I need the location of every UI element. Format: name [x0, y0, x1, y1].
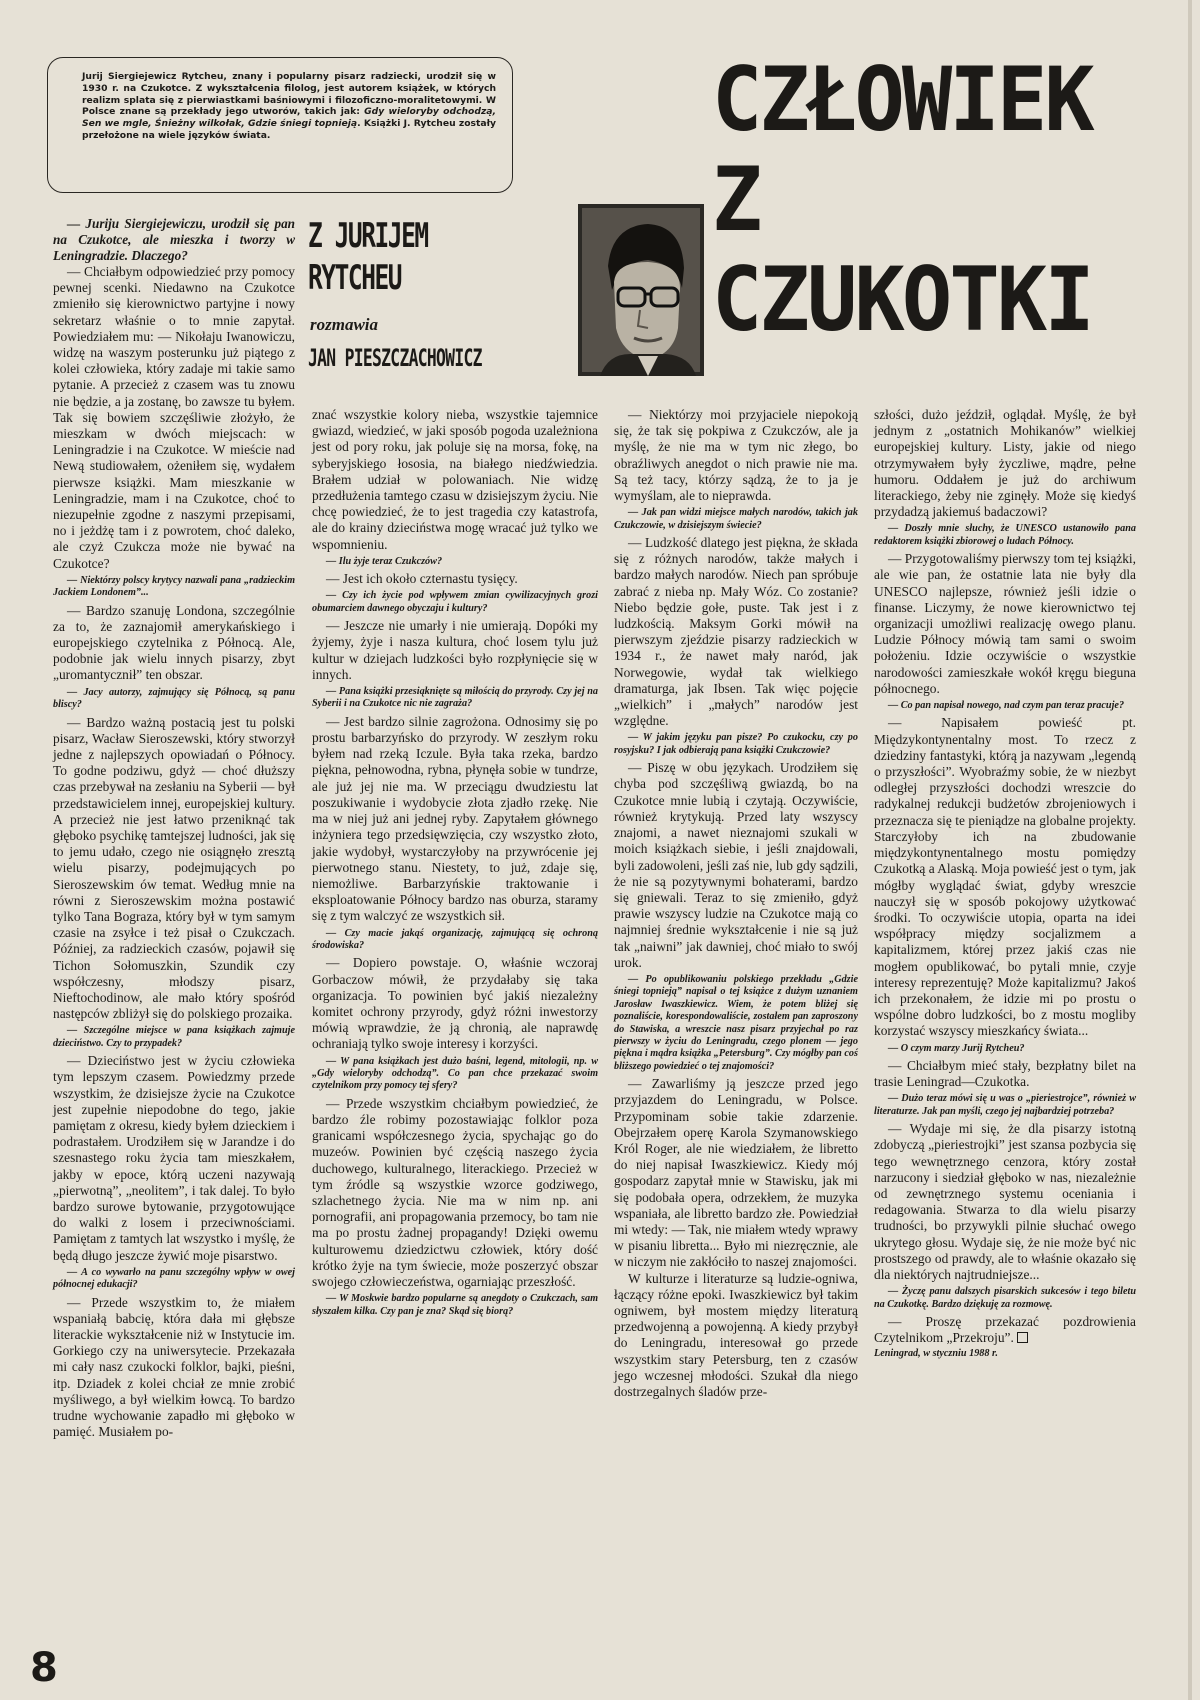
question-paragraph: — Życzę panu dalszych pisarskich sukcesów i tego biletu na Czukotkę. Bardzo dziękuję za rozmowę.	[874, 1286, 1136, 1310]
headline-line-1: CZŁOWIEK	[712, 48, 1092, 151]
answer-paragraph: — Proszę przekazać pozdrowienia Czytelnikom „Przekroju”.	[874, 1314, 1136, 1346]
question-paragraph: — Jak pan widzi miejsce małych narodów, takich jak Czukczowie, w dzisiejszym świecie?	[614, 507, 858, 531]
headline-line-3: CZUKOTKI	[712, 248, 1092, 351]
square-end-icon	[1017, 1332, 1028, 1343]
answer-paragraph: — Zawarliśmy ją jeszcze przed jego przyjazdem do Leningradu, w Polsce. Przypominam sobie takie zdarzenie. Obejrzałem operę Karola Szymanowskiego Król Roger, ale nie wiedziałem, że libretto do niej napisał Iwaszkiewicz. Kiedy mój gospodarz zapytał mnie w Stawisku, jak mi się podobała opera, odrzekłem, że muzyka wspaniała, ale libretto bardzo złe. Powiedział mi wtedy: — Tak, nie miałem wtedy wprawy w pisaniu libretta... Było mi niezręcznie, ale w niczym nie zakłóciło to naszej znajomości.	[614, 1076, 858, 1270]
answer-paragraph: — Przede wszystkim chciałbym powiedzieć, że bardzo źle robimy pozostawiając folklor poza granicami współczesnego życia, spychając go do muzeów. Powinien być częścią naszego życia duchowego, kulturalnego, literackiego. Przecież w tym źródle są wszystkie wzorce godziwego, szlachetnego życia. Nie ma w nim np. ani pornografii, ani propagowania przemocy, bo tam nie ma po prostu żadnej propagandy! Dzięki owemu kulturowemu dziedzictwu człowiek, który dość krótko żyje na tym świecie, może poszerzyć obszar swojego człowieczeństwa, ogarniając przeszłość.	[312, 1095, 598, 1289]
question-paragraph: — Dużo teraz mówi się u was o „pieriestrojce”, również w literaturze. Jak pan myśli, czego jej najbardziej potrzeba?	[874, 1093, 1136, 1117]
interviewee-line-1: Z JURIJEM	[308, 216, 428, 256]
question-paragraph: — Szczególne miejsce w pana książkach zajmuje dzieciństwo. Czy to przypadek?	[53, 1025, 295, 1049]
answer-paragraph: — Ludzkość dlatego jest piękna, że składa się z różnych narodów, także małych i bardzo małych narodów. Niech pan spróbuje zabrać z nieba np. Mały Wóz. Co zostanie? Niebo będzie gołe, puste. Tak jest i z ludzkością. Maksym Gorki mówił na pierwszym zjeździe pisarzy radzieckich w 1934 r., że nawet mały naród, jak Norwegowie, wydał tak wielkiego dramaturga, jak Ibsen. Tak więc pojęcie „wielkich” i „małych” narodów jest względne.	[614, 535, 858, 729]
bio-text-2: . Książki J. Rytcheu zostały przełożone na wiele języków świata.	[82, 118, 496, 141]
question-paragraph: — W jakim języku pan pisze? Po czukocku, czy po rosyjsku? I jak odbierają pana książki Czukczowie?	[614, 732, 858, 756]
interviewee-credit	[308, 215, 459, 299]
answer-paragraph: — Chciałbym odpowiedzieć przy pomocy pewnej scenki. Niedawno na Czukotce zmieniło się kierownictwo partyjne i nowy sekretarz właśnie o to mnie zapytał. Powiedziałem mu: — Nikołaju Iwanowiczu, widzę na waszym posterunku już piątego z kolei człowieka, który zadaje mi takie samo pytanie. A przecież z czasem was tu znowu nie będzie, a ja zostanę, bo zawsze tu byłem. Tak się bowiem szczęśliwie złożyło, że mieszkam w dwóch miejscach: w Leningradzie i na Czukotce. W mieście nad Newą studiowałem, ożeniłem się, wydałem pierwsze książki. Mam mieszkanie w Leningradzie, mam i na Czukotce, choć to niezupełnie zgodne z naszymi przepisami, no i jeżdżę tam i z powrotem, choć daleko, ale czyż Czukcza może nie bywać na Czukotce?	[53, 264, 295, 571]
answer-paragraph: W kulturze i literaturze są ludzie-ogniwa, łączący różne epoki. Iwaszkiewicz był takim ogniwem, był mostem między literaturą przedwojenną a powojenną. A kiedy przybył do Leningradu, interesował go przede wszystkim stary Petersburg, ten z czasów jego wczesnej młodości. Szukał dla niego dostrzegalnych śladów prze-	[614, 1270, 858, 1400]
answer-paragraph: — Jeszcze nie umarły i nie umierają. Dopóki my żyjemy, żyje i nasza kultura, choć losem tylu już kultur w dziejach ludzkości było rozpłynięcie się w innych.	[312, 618, 598, 682]
question-paragraph: — Po opublikowaniu polskiego przekładu „Gdzie śniegi topnieją” napisał o tej książce z dużym uznaniem Jarosław Iwaszkiewicz. Wiem, że potem bliżej się poznaliście, korespondowaliście, zostałem pan zaproszony do Stawiska, a wreszcie nasz pisarz przyjechał po raz pierwszy w życiu do Leningradu, czego plonem — jego piękna i mądra książka „Petersburg”. Czy mógłby pan coś bliższego powiedzieć o tej znajomości?	[614, 973, 858, 1072]
answer-paragraph: — Dopiero powstaje. O, właśnie wczoraj Gorbaczow mówił, że przydałaby się taka organizacja. To powinien być jakiś niezależny komitet ochrony przyrody, gdyż różni inwestorzy mówią wprawdzie, że ją chronią, ale naprawdę ochraniają tylko swoje interesy i korzyści.	[312, 955, 598, 1052]
author-portrait-photo	[578, 204, 704, 376]
interviewee-line-2: RYTCHEU	[308, 258, 402, 298]
question-paragraph: — Niektórzy polscy krytycy nazwali pana „radzieckim Jackiem Londonem”...	[53, 574, 295, 599]
answer-paragraph: — Dzieciństwo jest w życiu człowieka tym lepszym czasem. Powiedzmy przede wszystkim, że dzisiejsze życie na Czukotce jest zupełnie niepodobne do tego, jakie pamiętam z okresu, kiedy byłem dzieckiem i podrastałem. Urodziłem się w Jarandze i do szesnastego roku życia tam mieszkałem, jakby w epoce, którą uczeni nazywają „pierwotną”, „neolitem”, i tak dalej. To było bardzo surowe bytowanie, przygotowujące do walki z losem i przeciwnościami. Pamiętam z tamtych lat wszystko i myślę, że będą długo jeszcze żywić moje pisarstwo.	[53, 1053, 295, 1263]
question-paragraph: — A co wywarło na panu szczególny wpływ w owej północnej edukacji?	[53, 1266, 295, 1291]
answer-paragraph: — Przede wszystkim to, że miałem wspaniałą babcię, która dała mi głębsze literackie wykształcenie niż w Instytucie im. Gorkiego czy na uniwersytecie. Przekazała mi cały nasz czukocki folklor, bajki, pieśni, itp. Dziadek z kolei chciał ze mnie zrobić myśliwego, a był wielkim łowcą. To bardzo trudne wychowanie zapadło mi głęboko w pamięć. Musiałem po-	[53, 1294, 295, 1440]
answer-paragraph: — Bardzo ważną postacią jest tu polski pisarz, Wacław Sieroszewski, który stworzył jedne z najlepszych opowiadań o Północy. To godne podziwu, gdyż — choć dłuższy czas przebywał na zesłaniu na Syberii — był przedstawicielem innej, europejskiej kultury. A przecież nie jest łatwo przeniknąć tak głęboko psychikę tamtejszej ludności, jak się to jemu udało, czego nie osiągnęło zresztą wielu pisarzy, podejmujących po Sieroszewskim ów temat. Według mnie na równi z Sieroszewskim można postawić tylko Tana Bograza, który był w tym samym czasie na zsyłce i też pisał o Czukczach. Później, za radzieckich czasów, pojawił się Tichon Sołomuszkin, Szundik czy współczesny, młodszy pisarz, Nieftochodinow, ale mało który spośród następców zbliżył się do polskiego prozaika.	[53, 714, 295, 1022]
answer-paragraph: — Jest bardzo silnie zagrożona. Odnosimy się po prostu barbarzyńsko do przyrody. W zeszłym roku byłem nad rzeką Iczule. Była taka rzeka, bardzo piękna, pełnowodna, rybna, płynęła sobie w tundrze, ale już jej nie ma. W przeciągu dwudziestu lat poszukiwanie i wydobycie złota zjadło rzekę. Nie ma w niej już ani jednej ryby. Zapytałem głównego inżyniera tego przedsięwzięcia, czy wszystko złoto, jakie wydobył, wystarczyłoby na przywrócenie jej pierwotnego stanu. Niestety, to już, zdaje się, niemożliwe. Barbarzyńskie traktowanie i eksploatowanie Północy bardzo nas oburza, staramy się z tym walczyć ze wszystkich sił.	[312, 713, 598, 924]
question-paragraph: — Pana książki przesiąknięte są miłością do przyrody. Czy jej na Syberii i na Czukotce nic nie zagraża?	[312, 686, 598, 710]
question-paragraph: — Czy macie jakąś organizację, zajmującą się ochroną środowiska?	[312, 927, 598, 951]
question-paragraph: — Doszły mnie słuchy, że UNESCO ustanowiło pana redaktorem książki zbiorowej o ludach Północy.	[874, 523, 1136, 547]
question-paragraph: — W pana książkach jest dużo baśni, legend, mitologii, np. w „Gdy wieloryby odchodzą”. Co pan chce przekazać swoim czytelnikom przy pomocy tej sfery?	[312, 1055, 598, 1092]
question-paragraph: — Ilu żyje teraz Czukczów?	[326, 555, 443, 567]
interviewer-name: JAN PIESZCZACHOWICZ	[308, 344, 482, 372]
answer-paragraph: — Chciałbym mieć stały, bezpłatny bilet na trasie Leningrad—Czukotka.	[874, 1057, 1136, 1090]
dateline: Leningrad, w styczniu 1988 r.	[874, 1348, 998, 1360]
text-column-4	[874, 407, 1136, 1363]
answer-paragraph: — Piszę w obu językach. Urodziłem się chyba pod szczęśliwą gwiazdą, bo na Czukotce mnie lubią i czytają. Oczywiście, również krytykują. Przed laty wszyscy znajomi, a nawet nieznajomi szukali w moich książkach siebie, i jeśli znajdowali, byli zadowoleni, jeśli zaś nie, lub gdy sądzili, że nie są pozytywnymi bohaterami, bardzo się gniewali. Teraz to się zmieniło, gdyż prawie wszyscy ludzie na Czukotce mają co najmniej średnie wykształcenie i nie są już tak „naiwni” jak dawniej, choć miało to swój urok.	[614, 760, 858, 970]
text-column-3	[614, 407, 858, 1400]
bio-book-titles: Gdy wieloryby odchodzą, Sen we mgle, Śnieżny wilkołak, Gdzie śniegi topnieją	[82, 106, 496, 130]
page-edge-shadow	[1188, 0, 1192, 1700]
answer-paragraph: — Przygotowaliśmy pierwszy tom tej książki, ale wie pan, że ostatnie lata nie były dla UNESCO najlepsze, również jeśli idzie o finanse. Liczymy, że nowe kierownictwo tej organizacji umożliwi realizację owego planu. Ludzie Północy mówią tam sami o swoim położeniu. Idzie oczywiście o wszystkie narodowości zamieszkałe wokół kręgu bieguna północnego.	[874, 551, 1136, 696]
text-column-1	[53, 216, 295, 1440]
author-bio-box	[47, 57, 513, 193]
text-column-2	[312, 407, 598, 1321]
headline-line-2: Z	[712, 148, 760, 251]
bio-text-1: Jurij Siergiejewicz Rytcheu, znany i popularny pisarz radziecki, urodził się w 1930 r. na Czukotce. Z wykształcenia filolog, jest autorem książek, w których realizm splata się z pierwiastkami baśniowymi i filozoficzno-moralitetowymi. W Polsce znane są przekłady jego utworów, takich jak:	[82, 71, 496, 118]
question-paragraph: — W Moskwie bardzo popularne są anegdoty o Czukczach, sam słyszałem kilka. Czy pan je zna? Skąd się biorą?	[312, 1293, 598, 1317]
answer-paragraph: — Bardzo szanuję Londona, szczególnie za to, że zaznajomił amerykańskiego i europejskiego czytelnika z Północą. Ale, podobnie jak wielu innych pisarzy, zbyt „uromantycznił” ten obszar.	[53, 602, 295, 683]
answer-paragraph: — Napisałem powieść pt. Międzykontynentalny most. To rzecz z dziedziny fantastyki, którą ja nazywam „legendą o przyszłości”. Wyobraźmy sobie, że w niezbyt odległej przyszłości dochodzi wreszcie do radykalnej redukcji budżetów zbrojeniowych i przeznacza się te pieniądze na globalne projekty. Starczyłoby ich na zbudowanie międzykontynentalnego mostu pomiędzy Czukotką a Alaską. Moja powieść jest o tym, jak mógłby wyglądać świat, gdyby wreszcie nauczył się w sposób pokojowy użytkować środki. To oczywiście utopia, oparta na idei współpracy między socjalizmem a kapitalizmem, której przez jakiś czas nie mogłem opublikować, bo pytali mnie, czyje interesy reprezentuję? Może kapitalizmu? Jakoś ich przekonałem, że idzie mi po prostu o wspólne dobro ludzkości, bo z mostu mogliby korzystać wszyscy mieszkańcy świata...	[874, 715, 1136, 1039]
answer-paragraph: — Jest ich około czternastu tysięcy.	[326, 571, 518, 587]
question-paragraph: — Jacy autorzy, zajmujący się Północą, są panu bliscy?	[53, 686, 295, 711]
question-paragraph: — O czym marzy Jurij Rytcheu?	[888, 1042, 1025, 1054]
answer-paragraph: szłości, dużo jeździł, oglądał. Myślę, że był jednym z „ostatnich Mohikanów” wielkiej europejskiej kultury. Listy, jakie od niego otrzymywałem były życzliwe, mądre, pełne humoru. Oddałem je już do archiwum literackiego, żeby nie zginęły. Może się kiedyś przydadzą jakiemuś badaczowi?	[874, 407, 1136, 520]
interviewer-role: rozmawia	[310, 315, 379, 334]
answer-paragraph: znać wszystkie kolory nieba, wszystkie tajemnice gwiazd, wiedzieć, w jaki sposób pogoda uzależniona jest od pory roku, jak poluje się na morsa, fokę, na syberyjskiego łososia, na białego niedźwiedzia. Brałem udział w polowaniach. Nie widzę przedłużenia tamtego czasu w dzisiejszym życiu. Nie chcę powiedzieć, że to jest tragedia czy katastrofa, ale do krainy dzieciństwa mogę wracać już tylko we wspomnieniu.	[312, 407, 598, 552]
answer-paragraph: — Wydaje mi się, że dla pisarzy istotną zdobyczą „pieriestrojki” jest szansa pozbycia się tego wewnętrznego cenzora, który został narzucony i siedział głęboko w nas, niezależnie od zewnętrznego systemu oceniania i redagowania. Stwarza to dla wielu pisarzy trudności, bo przywykli pilnie słuchać owego ukrytego głosu. Wydaje się, że nie może być nic prostszego od prawdy, ale to właśnie okazało się dla niektórych najtrudniejsze...	[874, 1121, 1136, 1282]
question-paragraph: — Juriju Siergiejewiczu, urodził się pan na Czukotce, ale mieszka i tworzy w Leningradzie. Dlaczego?	[53, 216, 295, 263]
answer-paragraph: — Niektórzy moi przyjaciele niepokoją się, że tak się pokpiwa z Czukczów, ale ja myślę, że nie ma w tym nic złego, bo obraźliwych anegdot o nich prawie nie ma. Są też tacy, którzy sądzą, że to ja je wymyślam, ale to nieprawda.	[614, 407, 858, 504]
article-headline	[712, 50, 1159, 350]
page-number: 8	[30, 1645, 58, 1691]
question-paragraph: — Czy ich życie pod wpływem zmian cywilizacyjnych grozi obumarciem dawnego obyczaju i kultury?	[312, 590, 598, 614]
question-paragraph: — Co pan napisał nowego, nad czym pan teraz pracuje?	[888, 700, 1125, 712]
